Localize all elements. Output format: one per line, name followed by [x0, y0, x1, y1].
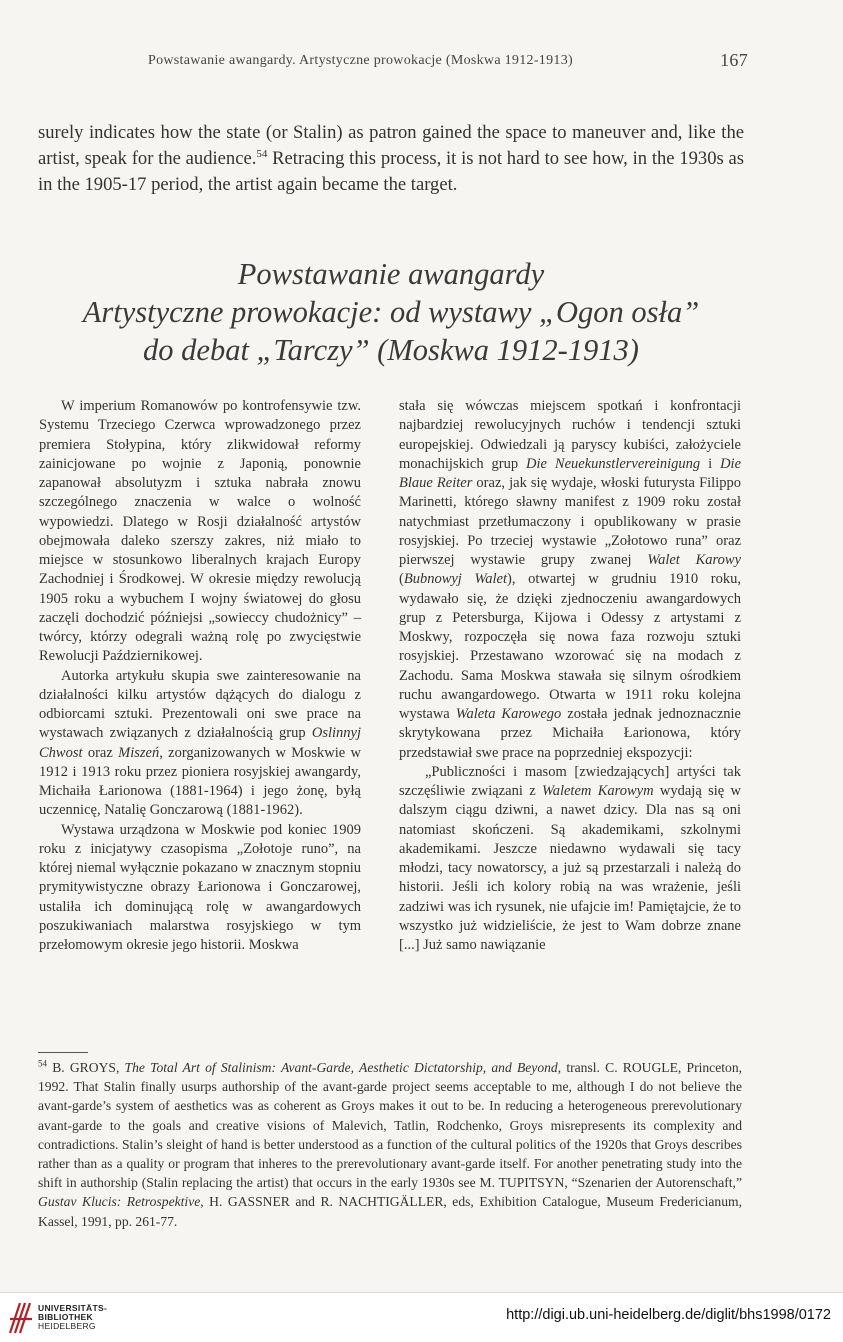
library-logo[interactable]	[8, 1298, 128, 1338]
running-head	[148, 51, 748, 75]
library-emblem-icon	[8, 1299, 34, 1335]
left-paragraph-1: W imperium Romanowów po kontrofensywie tzw. Systemu Trzeciego Czerwca wprowadzonego przez premiera Stołypina, który zlikwidował reformy zainicjowane po wojnie z Japonią, ponownie zapanował absolutyzm i sztuka nabrała znowu szczególnego znaczenia w walce o wolność wypowiedzi. Dlatego w Rosji działalność artystów obejmowała daleko szerszy zakres, niż miało to miejsce w stosunkowo liberalnych krajach Europy Zachodniej i Środkowej. W okresie między rewolucją 1905 roku a wybuchem I wojny światowej do głosu zaczęli dochodzić późniejsi „sowieccy chudożnicy” – twórcy, którzy odegrali ważną rolę po zwycięstwie Rewolucji Październikowej.	[39, 398, 361, 665]
italic-run: Oslinnyj Chwost	[39, 725, 361, 761]
italic-run: Die Blaue Reiter	[399, 455, 741, 491]
intro-paragraph	[38, 120, 744, 198]
text-run: , transl. C. ROUGLE, Princeton, 1992. That Stalin finally usurps authorship of the avant-garde project seems acceptable to me, although I do not believe the avant-garde’s system of aesthetics was as coherent as Groys makes it out to be. In reducing a heterogeneous prerevolutionary avant-garde to the goals and creative visions of Malevich, Tatlin, Rodchenko, Groys misrepresents its complexity and contradictions. Stalin’s sleight of hand is better understood as a function of the cultural politics of the 1920s that Groys describes rather than as a quality or program that inheres to the prerevolutionary avant-garde itself. For another penetrating study into the shift in authorship (Stalin replacing the artist) that occurs in the early 1930s see M. TUPITSYN, “Szenarien der Autorenschaft,”	[38, 1060, 743, 1191]
text-run: oraz, jak się wydaje, włoski futurysta Filippo Marinetti, którego sławny manifest z 1909 roku został natychmiast przetłumaczony i opublikowany w prasie rosyjskiej. Po trzeciej wystawie „Zołotowo runa” oraz pierwszej wystawie grupy zwanej	[399, 475, 741, 568]
footnote-divider	[38, 1052, 88, 1053]
italic-run: Miszeń	[118, 744, 160, 761]
viewer-footer	[0, 1292, 843, 1342]
page-number: 167	[720, 50, 748, 70]
text-run: wydają się w dalszym ciągu dziwni, a nawet dzicy. Dla nas są oni natomiast skończeni. Są akademikami, szkolnymi akademikami. Jeszcze niedawno wydawali się tacy młodzi, tacy nowatorscy, a już są przestarzali i należą do historii. Jeśli ich kolory robią na was wrażenie, jeśli zadziwi was ich rysunek, nie ufajcie im! Pamiętajcie, że to wszystko już widzieliście, że jest to Wam dobrze znane [...] Już samo nawiązanie	[399, 783, 741, 953]
italic-run: Gustav Klucis: Retrospektive	[38, 1194, 201, 1210]
text-run: B. GROYS,	[47, 1060, 125, 1075]
footnote-ref: 54	[256, 147, 268, 160]
heading-line-2: Artystyczne prowokacje: od wystawy „Ogon osła”	[82, 295, 700, 329]
text-run: oraz	[82, 744, 119, 761]
text-run: została jednak jednoznacznie skrytykowana przez Michaiła Łarionowa, który przedstawiał swe prace na poprzedniej ekspozycji:	[399, 706, 741, 761]
intro-text-after-note: Retracing this process, it is not hard to see how, in the 1930s as in the 1905-17 period, the artist again became the target.	[38, 148, 744, 195]
footnote-number: 54	[38, 1058, 47, 1069]
block-quote	[399, 763, 741, 956]
italic-run: Waleta Karowego	[455, 706, 562, 722]
text-run: , H. GASSNER and R. NACHTIGÄLLER, eds, Exhibition Catalogue, Museum Fredericianum, Kassel, 1991, pp. 261-77.	[38, 1194, 742, 1229]
right-paragraph-1	[399, 397, 741, 763]
intro-text-before-note: surely indicates how the state (or Stalin) as patron gained the space to maneuver and, like the artist, speak for the audience.	[38, 122, 744, 169]
library-name	[38, 1304, 107, 1331]
heading-line-3: do debat „Tarczy” (Moskwa 1912-1913)	[143, 333, 639, 367]
heading-line-1: Powstawanie awangardy	[237, 257, 545, 291]
italic-run: The Total Art of Stalinism: Avant-Garde, Aesthetic Dictatorship, and Beyond	[124, 1060, 558, 1075]
text-run: ), otwartej w grudniu 1910 roku, wydawało się, że dzięki zjednoczeniu awangardowych grup z Petersburga, Kijowa i Odessy z artystami z Moskwy, rozpoczęła się nowa faza rozwoju sztuki rosyjskiej. Przestawano wzorować się na modach z Zachodu. Sama Moskwa stawała się silnym ośrodkiem ruchu awangardowego. Otwarta w 1911 roku kolejna wystawa	[399, 571, 741, 722]
italic-run: Waletem Karowym	[541, 783, 654, 799]
left-paragraph-2	[39, 667, 361, 821]
text-run: , zorganizowanych w Moskwie w 1912 i 1913 roku przez pioniera rosyjskiej awangardy, Michaiła Łarionowa (1881-1964) i jego żonę, byłą uczennicę, Natalię Gonczarową (1881-1962).	[39, 744, 361, 819]
left-paragraph-3: Wystawa urządzona w Moskwie pod koniec 1909 roku z inicjatywy czasopisma „Zołotoje runo”, na której niemal wyłącznie pokazano w znacznym stopniu prymitywistyczne obrazy Łarionowa i Gonczarowej, ustaliła ich dominującą rolę w awangardowych poszukiwaniach malarstwa rosyjskiego w tym przełomowym okresie jego historii. Moskwa	[39, 821, 361, 953]
library-name-line: UNIVERSITÄTS-	[38, 1303, 108, 1313]
running-title: Powstawanie awangardy. Artystyczne prowokacje (Moskwa 1912-1913)	[148, 53, 573, 68]
permalink-url[interactable]: http://digi.ub.uni-heidelberg.de/diglit/bhs1998/0172	[506, 1307, 831, 1323]
text-run: stała się wówczas miejscem spotkań i konfrontacji najbardziej rewolucyjnych ruchów i tendencji sztuki europejskiej. Odwiedzali ją paryscy kubiści, założyciele monachijskich grup	[399, 398, 741, 472]
italic-run: Walet Karowy	[647, 552, 741, 568]
text-run: (	[399, 571, 404, 588]
footnote-54	[38, 1058, 742, 1231]
right-column	[399, 397, 741, 955]
section-heading	[38, 255, 744, 369]
library-name-line: BIBLIOTHEK	[38, 1312, 93, 1322]
left-column	[39, 397, 361, 955]
italic-run: Bubnowyj Walet	[403, 571, 507, 588]
library-name-line: HEIDELBERG	[38, 1321, 96, 1331]
italic-run: Die Neuekunstlervereinigung	[526, 455, 701, 472]
text-run: Autorka artykułu skupia swe zainteresowanie na działalności kilku artystów dążących do dialogu z odbiorcami sztuki. Prezentowali oni swe prace na wystawach związanych z działalnością grup	[39, 667, 361, 742]
text-run: i	[700, 455, 721, 472]
text-run: „Publiczności i masom [zwiedzających] artyści tak szczęśliwie związani z	[399, 763, 741, 799]
